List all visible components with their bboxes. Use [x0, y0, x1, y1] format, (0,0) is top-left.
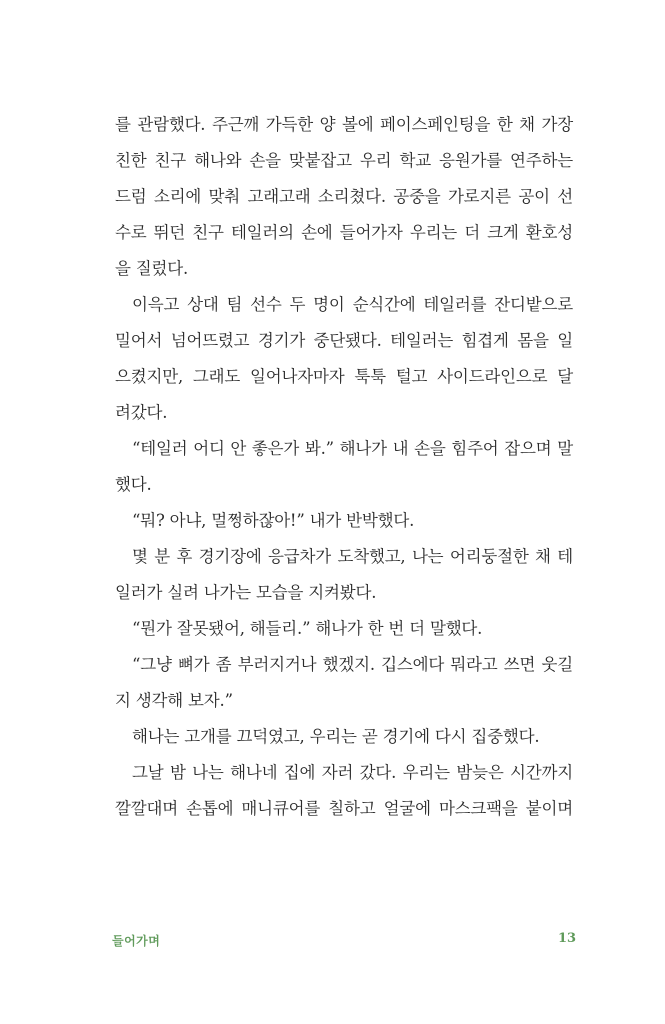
- text-line: 드럼 소리에 맞춰 고래고래 소리쳤다. 공중을 가로지른 공이 선: [115, 187, 573, 206]
- text-line: 를 관람했다. 주근깨 가득한 양 볼에 페이스페인팅을 한 채 가장: [115, 115, 573, 134]
- text-line: “그냥 뼈가 좀 부러지거나 했겠지. 깁스에다 뭐라고 쓰면 웃길: [132, 655, 573, 674]
- text-line: 밀어서 넘어뜨렸고 경기가 중단됐다. 테일러는 힘겹게 몸을 일: [115, 331, 573, 350]
- text-line: 그날 밤 나는 해나네 집에 자러 갔다. 우리는 밤늦은 시간까지: [132, 763, 573, 782]
- text-line: 지 생각해 보자.”: [115, 691, 233, 710]
- body-text: [115, 107, 573, 827]
- text-line: 으켰지만, 그래도 일어나자마자 툭툭 털고 사이드라인으로 달: [115, 367, 573, 386]
- text-line: 을 질렀다.: [115, 259, 189, 278]
- text-line: 깔깔대며 손톱에 매니큐어를 칠하고 얼굴에 마스크팩을 붙이며: [115, 799, 573, 818]
- text-line: 려갔다.: [115, 403, 168, 422]
- running-footer-section-title: 들어가며: [112, 934, 161, 948]
- text-line: 수로 뛰던 친구 테일러의 손에 들어가자 우리는 더 크게 환호성: [115, 223, 573, 242]
- page-number: 13: [558, 931, 577, 946]
- text-line: 했다.: [115, 475, 152, 494]
- text-line: 몇 분 후 경기장에 응급차가 도착했고, 나는 어리둥절한 채 테: [132, 547, 573, 566]
- text-line: 해나는 고개를 끄덕였고, 우리는 곧 경기에 다시 집중했다.: [132, 727, 540, 746]
- text-line: 친한 친구 해나와 손을 맞붙잡고 우리 학교 응원가를 연주하는: [115, 151, 573, 170]
- text-line: 일러가 실려 나가는 모습을 지켜봤다.: [115, 583, 377, 602]
- text-line: 이윽고 상대 팀 선수 두 명이 순식간에 테일러를 잔디밭으로: [132, 295, 573, 314]
- text-line: “뭔가 잘못됐어, 해들리.” 해나가 한 번 더 말했다.: [132, 619, 483, 638]
- text-line: “뭐? 아냐, 멀쩡하잖아!” 내가 반박했다.: [132, 511, 415, 530]
- text-line: “테일러 어디 안 좋은가 봐.” 해나가 내 손을 힘주어 잡으며 말: [132, 439, 573, 458]
